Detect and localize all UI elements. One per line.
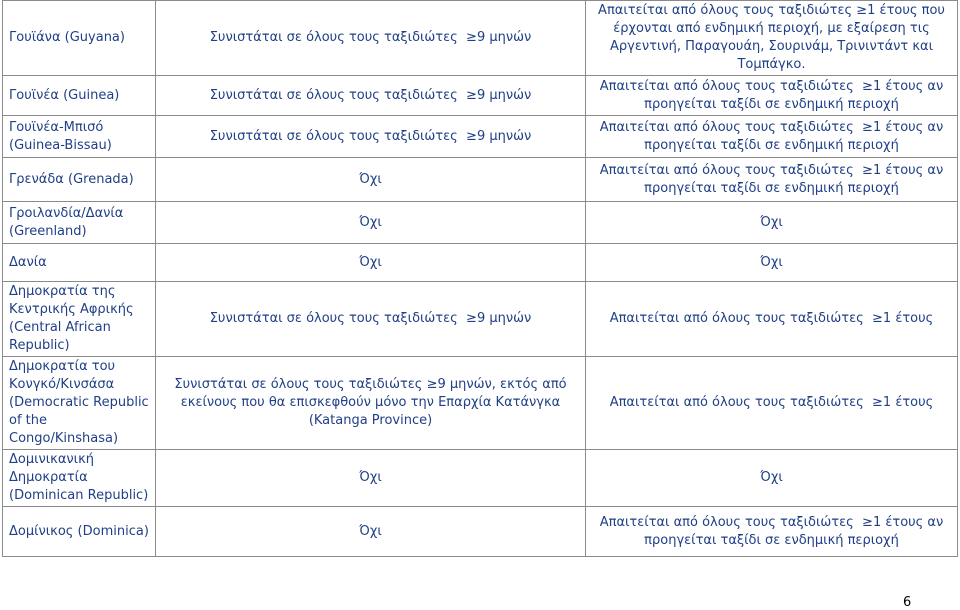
country-cell: Δανία bbox=[3, 244, 156, 282]
requirement-cell: Απαιτείται από όλους τους ταξιδιώτες ≥1 έτους αν προηγείται ταξίδι σε ενδημική περιοχή bbox=[586, 507, 958, 557]
country-cell: Δημοκρατία της Κεντρικής Αφρικής (Central African Republic) bbox=[3, 282, 156, 357]
requirement-cell: Όχι bbox=[586, 450, 958, 507]
table-row bbox=[3, 158, 958, 202]
page-number: 6 bbox=[903, 595, 912, 610]
recommendation-cell: Όχι bbox=[156, 244, 586, 282]
requirement-cell: Όχι bbox=[586, 202, 958, 244]
country-cell: Δημοκρατία του Κονγκό/Κινσάσα (Democratic Republic of the Congo/Kinshasa) bbox=[3, 357, 156, 450]
country-cell: Γουϊνέα (Guinea) bbox=[3, 76, 156, 116]
table-row bbox=[3, 76, 958, 116]
vaccination-requirements-table bbox=[2, 0, 958, 557]
recommendation-cell: Όχι bbox=[156, 507, 586, 557]
table-row bbox=[3, 244, 958, 282]
recommendation-cell: Συνιστάται σε όλους τους ταξιδιώτες ≥9 μηνών bbox=[156, 1, 586, 76]
country-cell: Γροιλανδία/Δανία (Greenland) bbox=[3, 202, 156, 244]
table-row bbox=[3, 282, 958, 357]
recommendation-cell: Όχι bbox=[156, 450, 586, 507]
country-cell: Γουϊάνα (Guyana) bbox=[3, 1, 156, 76]
recommendation-cell: Συνιστάται σε όλους τους ταξιδιώτες ≥9 μηνών, εκτός από εκείνους που θα επισκεφθούν μόνο την Επαρχία Κατάνγκα (Katanga Province) bbox=[156, 357, 586, 450]
requirement-cell: Απαιτείται από όλους τους ταξιδιώτες ≥1 έτους bbox=[586, 282, 958, 357]
table-row bbox=[3, 202, 958, 244]
country-cell: Γρενάδα (Grenada) bbox=[3, 158, 156, 202]
table-row bbox=[3, 116, 958, 158]
requirement-cell: Απαιτείται από όλους τους ταξιδιώτες ≥1 έτους αν προηγείται ταξίδι σε ενδημική περιοχή bbox=[586, 158, 958, 202]
recommendation-cell: Όχι bbox=[156, 202, 586, 244]
requirement-cell: Όχι bbox=[586, 244, 958, 282]
requirement-cell: Απαιτείται από όλους τους ταξιδιώτες ≥1 έτους αν προηγείται ταξίδι σε ενδημική περιοχή bbox=[586, 116, 958, 158]
table-row bbox=[3, 1, 958, 76]
recommendation-cell: Συνιστάται σε όλους τους ταξιδιώτες ≥9 μηνών bbox=[156, 116, 586, 158]
table-row bbox=[3, 357, 958, 450]
table-row bbox=[3, 507, 958, 557]
requirement-cell: Απαιτείται από όλους τους ταξιδιώτες ≥1 έτους αν προηγείται ταξίδι σε ενδημική περιοχή bbox=[586, 76, 958, 116]
recommendation-cell: Συνιστάται σε όλους τους ταξιδιώτες ≥9 μηνών bbox=[156, 76, 586, 116]
country-cell: Δομίνικος (Dominica) bbox=[3, 507, 156, 557]
recommendation-cell: Όχι bbox=[156, 158, 586, 202]
recommendation-cell: Συνιστάται σε όλους τους ταξιδιώτες ≥9 μηνών bbox=[156, 282, 586, 357]
table-row bbox=[3, 450, 958, 507]
requirement-cell: Απαιτείται από όλους τους ταξιδιώτες ≥1 έτους bbox=[586, 357, 958, 450]
requirement-cell: Απαιτείται από όλους τους ταξιδιώτες ≥1 έτους που έρχονται από ενδημική περιοχή, με εξαίρεση τις Αργεντινή, Παραγουάη, Σουρινάμ, Τρινιντάντ και Τομπάγκο. bbox=[586, 1, 958, 76]
country-cell: Γουϊνέα-Μπισό (Guinea-Bissau) bbox=[3, 116, 156, 158]
country-cell: Δομινικανική Δημοκρατία (Dominican Republic) bbox=[3, 450, 156, 507]
